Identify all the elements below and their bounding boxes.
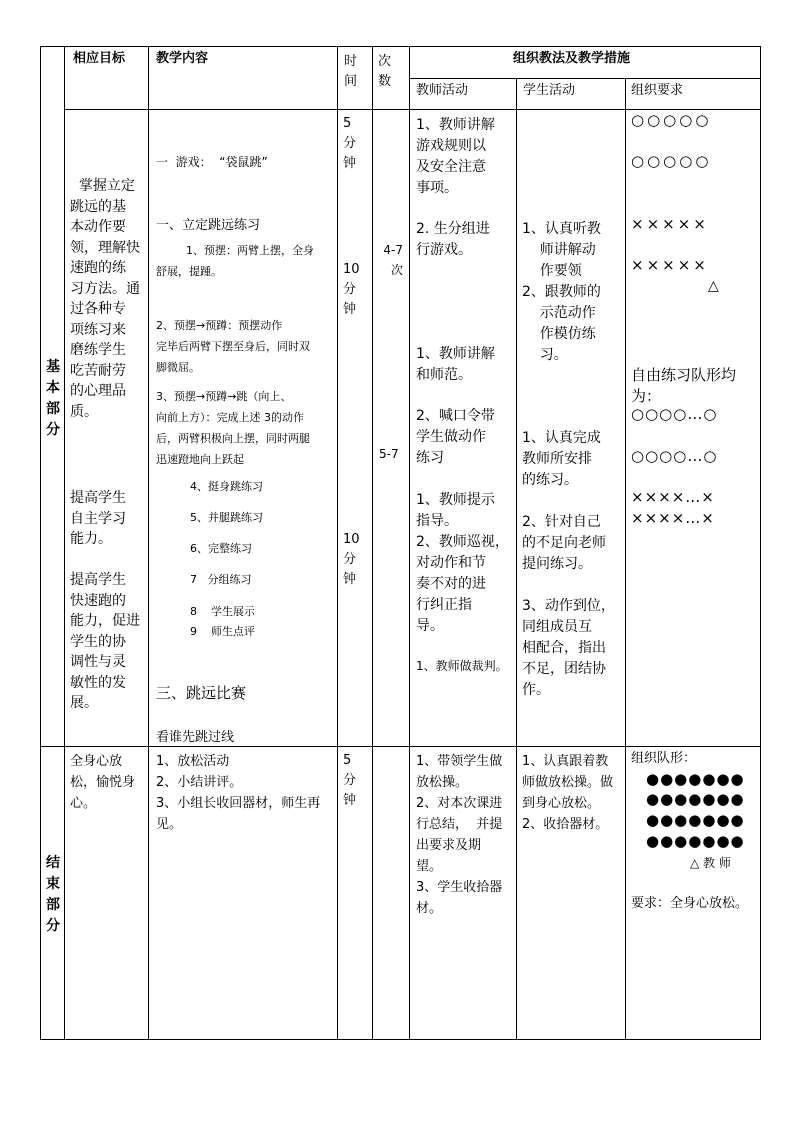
student-2: 1、认真完成 教师所安排 的练习。 bbox=[522, 430, 601, 488]
end-req-title: 组织队形： bbox=[631, 751, 697, 766]
content-item-3: 3、预摆→预蹲→跳（向上、 向前上方）：完成上述 3的动作 后，两臂积极向上摆，同时两腿 迅速蹬地向上跃起 bbox=[156, 390, 310, 466]
header-req: 组织要求 bbox=[631, 83, 684, 98]
content-item-8: 8 学生展示 bbox=[190, 605, 255, 618]
end-teacher: 1、带领学生做 放松操。 2、对本次课进 行总结， 并提 出要求及期 望。 3、学生收拾器 材。 bbox=[416, 754, 503, 916]
time-3: 10 分 钟 bbox=[343, 532, 360, 587]
content-item-2: 2、预摆→预蹲：预摆动作 完毕后两臂下摆至身后，同时双 脚微屈。 bbox=[156, 319, 310, 374]
formation-circles-4: ○○○○…○ bbox=[631, 447, 718, 465]
col-line-0 bbox=[40, 46, 41, 1040]
time-1: 5 分 钟 bbox=[343, 116, 357, 171]
formation-teacher-triangle: △ bbox=[708, 278, 719, 294]
teacher-2: 2. 生分组进 行游戏。 bbox=[416, 221, 490, 258]
col-line-5 bbox=[409, 46, 410, 1040]
end-dots-row-3: ●●●●●●● bbox=[646, 811, 745, 829]
formation-cross-1: ××××× bbox=[631, 215, 709, 233]
end-dots-row-2: ●●●●●●● bbox=[646, 790, 745, 808]
header-bottom-border bbox=[64, 109, 761, 110]
col-line-3 bbox=[337, 46, 338, 1040]
col-line-1 bbox=[64, 46, 65, 1040]
formation-circles-3: ○○○○…○ bbox=[631, 405, 718, 423]
content-last: 看谁先跳过线 bbox=[156, 730, 235, 745]
teacher-1: 1、教师讲解 游戏规则以 及安全注意 事项。 bbox=[416, 117, 495, 196]
content-game: 一 游戏： “袋鼠跳” bbox=[156, 155, 268, 169]
formation-cross-4: ××××…× bbox=[631, 509, 715, 527]
header-time: 时 间 bbox=[344, 54, 358, 89]
formation-cross-2: ××××× bbox=[631, 256, 709, 274]
header-content: 教学内容 bbox=[156, 51, 209, 66]
col-line-6 bbox=[516, 78, 517, 1040]
content-item-4: 4、挺身跳练习 bbox=[190, 480, 263, 493]
end-section-label: 结 束 部 分 bbox=[46, 855, 60, 934]
header-goal: 相应目标 bbox=[73, 51, 126, 66]
basic-section-label: 基 本 部 分 bbox=[46, 359, 60, 438]
end-req: 要求：全身心放松。 bbox=[631, 896, 749, 911]
end-dots-row-1: ●●●●●●● bbox=[646, 770, 745, 788]
teacher-3: 1、教师讲解 和师范。 bbox=[416, 346, 495, 383]
col-line-4 bbox=[372, 46, 373, 1040]
col-line-7 bbox=[625, 78, 626, 1040]
formation-cross-3: ××××…× bbox=[631, 488, 715, 506]
header-count: 次 数 bbox=[378, 54, 392, 89]
content-item-6: 6、完整练习 bbox=[190, 542, 252, 555]
col-line-8 bbox=[760, 46, 761, 1040]
student-1: 1、认真听教 师讲解动 作要领 2、跟教师的 示范动作 作模仿练 习。 bbox=[522, 221, 601, 363]
basic-goal-2: 提高学生 自主学习 能力。 bbox=[70, 490, 126, 547]
header-org: 组织教法及教学措施 bbox=[513, 51, 631, 66]
formation-circles-1: ○○○○○ bbox=[631, 111, 712, 129]
student-4: 3、动作到位， 同组成员互 相配合，指出 不足，团结协 作。 bbox=[522, 598, 615, 698]
end-content: 1、放松活动 2、小结讲评。 3、小组长收回器材，师生再 见。 bbox=[156, 754, 321, 832]
content-title-3: 三、跳远比赛 bbox=[156, 684, 247, 702]
end-time: 5 分 钟 bbox=[343, 753, 357, 808]
end-teacher-mark: △ 教 师 bbox=[690, 856, 731, 870]
end-goal: 全身心放 松，愉悦身 心。 bbox=[70, 754, 136, 811]
end-student: 1、认真跟着教 师做放松操。做 到身心放松。 2、收拾器材。 bbox=[522, 754, 614, 832]
teacher-6: 1、教师做裁判。 bbox=[416, 659, 508, 673]
content-title-1: 一、立定跳远练习 bbox=[156, 218, 261, 233]
end-dots-row-4: ●●●●●●● bbox=[646, 832, 745, 850]
content-item-7: 7 分组练习 bbox=[190, 573, 252, 586]
count-2: 5-7 bbox=[379, 447, 399, 461]
formation-circles-2: ○○○○○ bbox=[631, 152, 712, 170]
col-line-2 bbox=[148, 46, 149, 1040]
header-student: 学生活动 bbox=[523, 83, 576, 98]
org-header-divider bbox=[409, 78, 761, 79]
time-2: 10 分 钟 bbox=[343, 262, 360, 317]
count-1: 4-7 次 bbox=[383, 243, 403, 277]
teacher-4: 2、喊口令带 学生做动作 练习 bbox=[416, 408, 495, 466]
basic-goal-1: 掌握立定 跳远的基 本动作要 领，理解快 速跑的练 习方法。通 过各种专 项练习来 磨练学生 吃苦耐劳 的心理品 质。 bbox=[70, 178, 140, 420]
content-item-5: 5、并腿跳练习 bbox=[190, 511, 263, 524]
header-teacher: 教师活动 bbox=[416, 83, 469, 98]
content-item-9: 9 师生点评 bbox=[190, 625, 255, 638]
teacher-5: 1、教师提示 指导。 2、教师巡视， 对动作和节 奏不对的进 行纠正指 导。 bbox=[416, 492, 509, 634]
basic-goal-3: 提高学生 快速跑的 能力，促进 学生的协 调性与灵 敏性的发 展。 bbox=[70, 572, 140, 711]
student-3: 2、针对自己 的不足向老师 提问练习。 bbox=[522, 514, 606, 572]
formation-free-note: 自由练习队形均 为： bbox=[631, 366, 737, 405]
content-item-1: 1、预摆：两臂上摆，全身 舒展，提踵。 bbox=[156, 244, 314, 278]
